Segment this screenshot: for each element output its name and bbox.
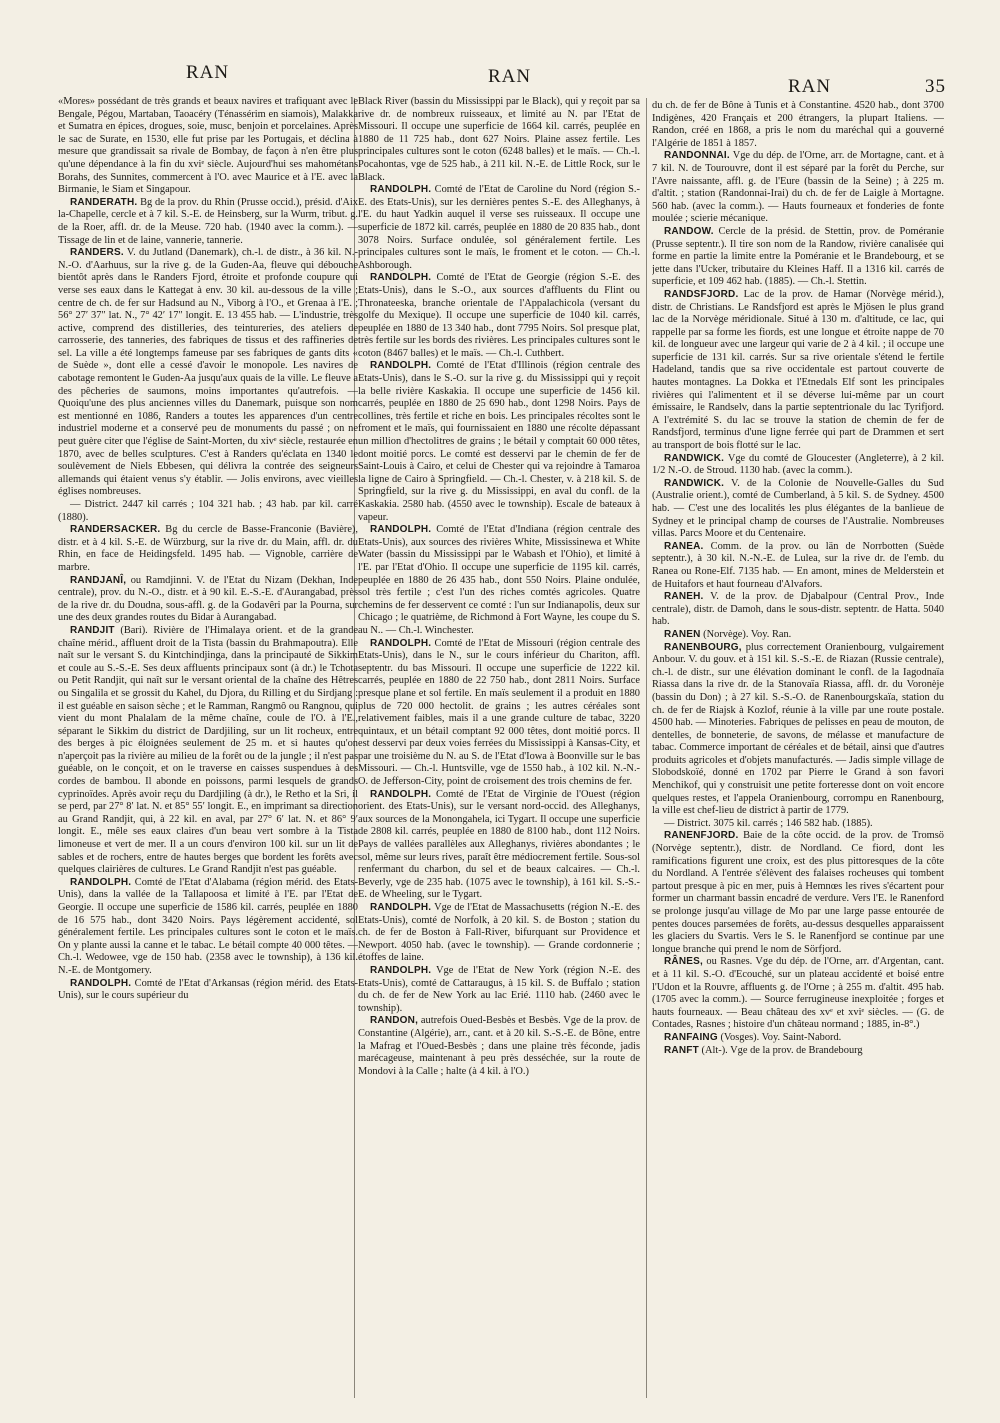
entry-text: Vge du comté de Gloucester (Angleterre), à 2 kil. 1/2 N.-O. de Stroud. 1130 hab. (avec la comm.). bbox=[652, 452, 944, 477]
entry-headword: RANDON, bbox=[370, 1015, 419, 1027]
entry-headword: RANENBOURG, bbox=[664, 641, 742, 653]
dictionary-entry bbox=[358, 272, 640, 360]
entry-text: Lac de la prov. de Hamar (Norvège mérid.), distr. de Christians. Le Randsfjord est après le Mjösen le plus grand lac de la Norvège méridionale. Situé à 130 m. d'altitude, ce lac, qui rappelle par sa forme les fiords, est une longue et étroite nappe de 70 kil. de longueur avec une largeur qui varie de 2 à 4 kil. ; il occupe une superficie de 131 kil. carrés. Sur sa rive orientale s'étend le fertile Hadeland, tandis que sa rive occidentale est partout couverte de hautes montagnes. La Dokka et l'Etnedals Elf sont les principales rivières qui l'alimentent et il se déverse lui-même par un court émissaire, le Randselv, dans la partie septentrionale du lac Tyrifjord. A l'extrémité S. du lac se trouve la station de chemin de fer de Randsfjord, terminus d'une ligne ferrée qui part de Drammen et sert au transport de bois flotté sur le lac. bbox=[652, 288, 944, 452]
entry-text: Comté de l'Etat de Georgie (région S.-E. des Etats-Unis), dans le S.-O., aux sources d'affluents du Flint ou Thronateeska, branche orientale de l'Appalachicola (versant du golfe du Mexique). Il occupe une superficie de 1040 kil. carrés, peuplée en 1880 de 13 340 hab., dont 7795 Noirs. Sol presque plat, très fertile sur les bords des rivières. Les principales cultures sont le coton (8467 balles) et le maïs. — Ch.-l. Cuthbert. bbox=[358, 272, 640, 359]
running-header bbox=[0, 62, 1000, 97]
dictionary-entry bbox=[358, 1015, 640, 1078]
dictionary-entry bbox=[358, 902, 640, 965]
dictionary-entry bbox=[652, 1045, 944, 1058]
dictionary-entry bbox=[652, 1032, 944, 1045]
entry-headword: RANDOLPH. bbox=[370, 524, 432, 536]
dictionary-entry bbox=[652, 642, 944, 818]
entry-text: Comté de l'Etat d'Illinois (région centrale des Etats-Unis), dans le S.-O. sur la rive g. du Mississippi qui y reçoit la belle rivière Kaskakia. Il occupe une superficie de 1456 kil. carrés, peuplée en 1880 de 25 690 hab., dont 1298 Noirs. Pays de collines, très fertile et riche en bois. Les principales récoltes sont le froment et le maïs, qui fournissaient en 1880 une récolte dépassant un million d'hectolitres de grains ; le bétail y comptait 60 000 têtes, dont moitié porcs. Le comté est desservi par le chemin de fer de Saint-Louis à Cairo, et celui de Chester qui va rejoindre à Tamaroa la ligne de Cairo à Springfield. — Ch.-l. Chester, v. à 218 kil. S. de Springfield, sur la rive g. du Mississippi, en aval du confl. de la Kaskakia. 2580 hab. (4550 avec le township). Escale de bateaux à vapeur. bbox=[358, 360, 640, 523]
entry-text: (Norvège). Voy. Ran. bbox=[703, 628, 792, 640]
entry-text: Comté de l'Etat de Missouri (région centrale des Etats-Unis), dans le N., sur le cours inférieur du Chariton, affl. septentr. du bas Missouri. Il occupe une superficie de 1222 kil. carrés, peuplée en 1880 de 22 750 hab., dont 2811 Noirs. Surface presque plane et sol fertile. En maïs seulement il a produit en 1880 plus de 720 000 hectolit. de grains ; les autres céréales sont relativement faibles, mais il a une grande culture de tabac, 3220 quintaux, et un bétail comptant 92 000 têtes, dont moitié porcs. Il est desservi par deux voies ferrées du Mississippi à Kansas-City, et par une troisième du N. au S. de l'Etat d'Iowa à Boonville sur le bas Missouri. — Ch.-l. Huntsville, vge de 1550 hab., à 102 kil. N.-N.-O. de Jefferson-City, point de croisement des trois chemins de fer. bbox=[358, 637, 640, 788]
entry-headword: RANDSFJORD. bbox=[664, 288, 739, 300]
entry-text: ou Ramdjinni. V. de l'Etat du Nizam (Dekhan, Inde centrale), prov. du N.-O., distr. et à 90 kil. E.-S.-E. d'Aurangabad, près de la rive dr. du Doudna, sous-affl. g. de la Godavêri par la Pourna, sur une des deux grandes routes du Bidar à Aurangabad. bbox=[58, 574, 358, 624]
entry-text: Cercle de la présid. de Stettin, prov. de Poméranie (Prusse septentr.). Il tire son nom de la Randow, rivière canalisée qui forme en partie la limite entre la Poméranie et le Brandebourg, et se jette dans l'Ucker, tributaire du Kleines Haff. Il a 1316 kil. carrés de superficie, et 109 462 hab. (1885). — Ch.-l. Stettin. bbox=[652, 225, 944, 288]
entry-text: V. de la prov. de Djabalpour (Central Prov., Inde centrale), distr. de Damoh, dans le sous-distr. septentr. de Hatta. 5040 hab. bbox=[652, 591, 944, 628]
dictionary-entry bbox=[652, 289, 944, 453]
dictionary-entry bbox=[652, 226, 944, 289]
column-right bbox=[652, 100, 944, 1405]
dictionary-entry bbox=[652, 956, 944, 1032]
entry-headword: RANDOLPH. bbox=[70, 876, 132, 888]
entry-headword: RANDOLPH. bbox=[370, 272, 432, 284]
entry-text: plus correctement Oranienbourg, vulgairement Anbour. V. du gouv. et à 151 kil. S.-S.-E. de Riazan (Russie centrale), ch.-l. de distr., sur une élévation dominant le confl. de la Iagodnaïa Riassa dans la rive dr. de la Stanovaïa Riassa, affl. dr. du Voronèje (bassin du Don) ; à 27 kil. S.-S.-O. de Ranenbourgskaïa, station du ch. de fer de Riajsk à Kozlof, réunie à la ville par une route postale. 4500 hab. — Minoteries. Fabriques de pelisses en peau de mouton, de dentelles, de bonneterie, de savons, de mélasse et manufacture de tabac. Commerce important de céréales et de bétail, ainsi que d'autres produits agricoles et d'objets manufacturés. — Jadis simple village de Slobodskoïé, donné en 1702 par Pierre le Grand à son favori Menchikof, qui y construisit une petite forteresse dont on voit encore quelques restes, et l'appela Oranienbourg, corrompu en Ranenbourg, la ville est chef-lieu de district à partir de 1779. bbox=[652, 641, 944, 817]
entry-text: Bg de la prov. du Rhin (Prusse occid.), présid. d'Aix la-Chapelle, cercle et à 7 kil. S.-E. de Heinsberg, sur la Wurm, tribut. g. de la Roer, affl. dr. de la Meuse. 720 hab. (1940 avec la comm.). — Tissage de lin et de laine, vannerie, tannerie. bbox=[58, 196, 358, 246]
entry-text: — District. 2447 kil carrés ; 104 321 hab. ; 43 hab. par kil. carré (1880). bbox=[58, 499, 358, 523]
entry-headword: RANDOW. bbox=[664, 225, 714, 237]
entry-headword: RANDWICK. bbox=[664, 452, 725, 464]
entry-headword: RANDOLPH. bbox=[370, 637, 432, 649]
header-center: RAN bbox=[488, 66, 532, 87]
column-middle bbox=[358, 96, 640, 1401]
entry-headword: RANDONNAI. bbox=[664, 150, 730, 162]
entry-headword: RANENFJORD. bbox=[664, 830, 739, 842]
entry-text: Baie de la côte occid. de la prov. de Tromsö (Norvège septentr.), distr. de Nordland. Ce fiord, dont les ramifications figurent une croix, est des plus pittoresques de la côte du Nordland. A l'entrée s'élèvent des falaises rocheuses qui tombent partout presque à pic en mer, puis à Hemnœs les rives s'écartent pour former un charmant bassin encadré de verdure. Vers l'E. le Ranenford se prolonge jusqu'au village de Mo par une large passe entourée de pentes douces parsemées de forêts, au-dessus desquelles apparaissent les glaciers du Svartis. Vers le S. le Ranenfjord se continue par une longue branche qui prend le nom de Sörfjord. bbox=[652, 830, 944, 955]
entry-text: Comté de l'Etat d'Alabama (région mérid. des Etats-Unis), dans la vallée de la Tallapoosa et limité à l'E. par l'Etat de Georgie. Il occupe une superficie de 1586 kil. carrés, peuplée en 1880 de 16 575 hab., dont 3420 Noirs. Pays légèrement accidenté, sol généralement fertile. Les principales cultures sont le coton et le maïs. On y plante aussi la canne et le tabac. Le bétail compte 40 000 têtes. — Ch.-l. Wedowee, vge de 150 hab. (2358 avec le township), à 136 kil. N.-E. de Montgomery. bbox=[58, 876, 358, 976]
entry-text: Vge de l'Etat de New York (région N.-E. des Etats-Unis), comté de Cattaraugus, à 15 kil. S. de Buffalo ; station du ch. de fer de New York au lac Erié. 1110 hab. (2460 avec le township). bbox=[358, 964, 640, 1014]
dictionary-entry bbox=[358, 360, 640, 524]
header-right: RAN bbox=[788, 76, 832, 97]
dictionary-entry bbox=[58, 499, 358, 524]
dictionary-entry bbox=[652, 629, 944, 642]
entry-headword: RANDERSACKER. bbox=[70, 524, 161, 536]
entry-text: Comté de l'Etat d'Indiana (région centrale des Etats-Unis), aux sources des rivières White, Mississinewa et White Water (bassin du Mississippi par le Wabash et l'Ohio), et limité à l'E. par l'Etat d'Ohio. Il occupe une superficie de 1195 kil. carrés, peuplée en 1880 de 26 435 hab., dont 550 Noirs. Plaine ondulée, sol très fertile ; c'est l'un des riches comtés agricoles. Quatre chemins de fer desservent ce comté : l'un sur Indianapolis, deux sur Chicago ; le quatrième, de Richmond à Fort Wayne, les coupe du S. au N.. — Ch.-l. Winchester. bbox=[358, 524, 640, 636]
dictionary-entry bbox=[358, 789, 640, 902]
dictionary-entry bbox=[358, 638, 640, 789]
entry-text: du ch. de fer de Bône à Tunis et à Constantine. 4520 hab., dont 3700 Indigènes, 420 Français et 200 étrangers, la plupart Italiens. — Randon, créé en 1868, a pris le nom du maréchal qui a gouverné l'Algérie de 1851 à 1857. bbox=[652, 100, 944, 149]
entry-headword: RANEN bbox=[664, 628, 701, 640]
dictionary-entry bbox=[652, 591, 944, 629]
entry-text: ou Rasnes. Vge du dép. de l'Orne, arr. d'Argentan, cant. et à 11 kil. S.-O. d'Ecouché, sur un plateau accidenté et boisé entre l'Udon et la Rouvre, affluents g. de l'Orne ; à 255 m. d'altit. 495 hab. (1705 avec la comm.). — Source ferrugineuse inexploitée ; forges et hauts fourneaux. — Beau château des xvᵉ et xviᵉ siècles. — (G. de Contades, Rasnes ; histoire d'un château normand ; 1885, in-8°.) bbox=[652, 956, 944, 1031]
dictionary-entry bbox=[652, 818, 944, 831]
entry-headword: RANFT bbox=[664, 1044, 699, 1056]
dictionary-entry bbox=[652, 100, 944, 150]
entry-text: (Alt-). Vge de la prov. de Brandebourg bbox=[701, 1044, 863, 1056]
entry-text: Vge de l'Etat de Massachusetts (région N.-E. des Etats-Unis), comté de Norfolk, à 20 kil. S. de Boston ; station du ch. de fer de Boston à Fall-River, bifurquant sur Providence et Newport. 4050 hab. (avec le township). — Grande cordonnerie ; étoffes de laine. bbox=[358, 902, 640, 964]
entry-text: «Mores» possédant de très grands et beaux navires et trafiquant avec le Bengale, Pégou, Martaban, Taoacéry (Ténassérim en siamois), Malakka et Sumatra en épices, drogues, soie, musc, benjoin et porcelaines. Après le sac de Surate, en 1530, elle fut prise par les Portugais, et déclina à mesure que grandissait sa rivale de Bombay, de façon à n'en être plus qu'une dépendance à la fin du xviᵉ siècle. Aujourd'hui ses mahométans Borahs, des Sunnites, commercent à l'O. avec Maurice et à l'E. avec la Birmanie, le Siam et Singapour. bbox=[58, 96, 358, 196]
header-left: RAN bbox=[186, 62, 230, 83]
entry-headword: RANDOLPH. bbox=[370, 184, 432, 196]
entry-text: Black River (bassin du Mississippi par le Black), qui y reçoit par sa rive dr. de nombreux ruisseaux, et limité au N. par l'Etat de Missouri. Il occupe une superficie de 1664 kil. carrés, peuplée en 1880 de 11 725 hab., dont 627 Noirs. Plaine assez fertile. Les principales cultures sont le coton (6248 balles) et le maïs. — Ch.-l. Pocahontas, vge de 525 hab., à 211 kil. N.-E. de Little Rock, sur le Black. bbox=[358, 96, 640, 183]
entry-text: V. de la Colonie de Nouvelle-Galles du Sud (Australie orient.), comté de Cumberland, à 5 kil. S. de Sydney. 4500 hab. — C'est une des localités les plus élégantes de la banlieue de Sydney et le principal champ de courses de l'Australie. Nombreuses villas. Parcs Moore et du Centenaire. bbox=[652, 477, 944, 540]
dictionary-entry bbox=[58, 524, 358, 574]
dictionary-entry bbox=[58, 575, 358, 625]
entry-text: Comté de l'Etat d'Arkansas (région mérid. des Etats-Unis), sur le cours supérieur du bbox=[58, 977, 358, 1002]
entry-headword: RANDERS. bbox=[70, 247, 124, 259]
entry-headword: RANEA. bbox=[664, 540, 704, 552]
entry-headword: RANDOLPH. bbox=[370, 902, 432, 913]
entry-text: Vge du dép. de l'Orne, arr. de Mortagne, cant. et à 7 kil. N. de Tourouvre, dont il est séparé par la forêt du Perche, sur l'Avre naissante, affl. g. de l'Eure (bassin de la Seine) ; à 225 m. d'altit. ; station (Randonnai-Irai) du ch. de fer de Laigle à Mortagne. 560 hab. (avec la comm.). — Hauts fourneaux et fonderies de fonte moulée ; scierie mécanique. bbox=[652, 150, 944, 225]
entry-headword: RANDOLPH. bbox=[370, 964, 432, 976]
entry-text: Comté de l'Etat de Caroline du Nord (région S.-E. des Etats-Unis), sur les dernières pentes S.-E. des Alleghanys, à l'E. du haut Yadkin auquel il verse ses ruisseaux. Il occupe une superficie de 1872 kil. carrés, peuplée en 1880 de 20 835 hab., dont 3078 Noirs. Surface ondulée, sol généralement fertile. Les principales cultures sont le maïs, le froment et le coton. — Ch.-l. Ashborough. bbox=[358, 184, 640, 271]
entry-headword: RANEH. bbox=[664, 591, 704, 603]
entry-text: Comm. de la prov. ou län de Norrbotten (Suède septentr.), à 30 kil. N.-N.-E. de Lulea, sur la rive dr. de l'emb. du Ranea ou Rone-Elf. 7135 hab. — En amont, mines de Melderstein et de Huitafors et haut fourneau d'Alvafors. bbox=[652, 540, 944, 590]
entry-headword: RANDWICK. bbox=[664, 477, 725, 489]
entry-text: V. du Jutland (Danemark), ch.-l. de distr., à 36 kil. N.-N.-O. d'Aarhuus, sur la rive g. de la Guden-Aa, fleuve qui débouche bientôt après dans le Randers Fjord, étroite et profonde coupure qui verse ses eaux dans le Kattegat à env. 30 kil. au-dessous de la ville ; centre de ch. de fer sur Hadsund au N., Viborg à l'O., et Grenaa à l'E. ; 56° 27′ 37″ lat. N., 7° 42′ 17″ longit. E. 13 455 hab. — L'industrie, très active, comprend des distilleries, des teintureries, des ateliers de carrosserie, des tanneries, des fabriques de tissus et des raffineries de sel. La ville a été longtemps fameuse par ses fabriques de gants dits « de Suède », dont elle a cessé d'avoir le monopole. Les navires de cabotage remontent le Guden-Aa jusqu'aux quais de la ville. Le fleuve a des pêcheries de saumons, moins importantes qu'autrefois. — Quoiqu'une des plus anciennes villes du Danemark, puisque son nom est mentionné en 1086, Randers a toutes les apparences d'un centre industriel moderne et a conservé peu de monuments du passé ; on ne peut guère citer que l'église de Saint-Morten, du xivᵉ siècle, restaurée en 1870, avec de belles sculptures. C'est à Randers qu'éclata en 1340 le soulèvement de Niels Ebbesen, qui délivra la contrée des seigneurs allemands qui étaient venus s'y établir. — Jolis environs, avec vieilles églises nombreuses. bbox=[58, 247, 358, 498]
dictionary-entry bbox=[58, 247, 358, 499]
dictionary-entry bbox=[652, 541, 944, 591]
dictionary-entry bbox=[358, 184, 640, 272]
dictionary-entry bbox=[58, 197, 358, 247]
entry-text: — District. 3075 kil. carrés ; 146 582 hab. (1885). bbox=[664, 817, 873, 829]
dictionary-entry bbox=[652, 478, 944, 541]
entry-headword: RANDOLPH. bbox=[370, 360, 432, 372]
dictionary-entry bbox=[358, 96, 640, 184]
dictionary-entry bbox=[358, 524, 640, 637]
entry-headword: RANDOLPH. bbox=[70, 977, 132, 989]
entry-headword: RANFAING bbox=[664, 1031, 718, 1043]
entry-text: (Bari). Rivière de l'Himalaya orient. et de la grande chaîne mérid., affluent droit de la Tista (bassin du Brahmapoutra). Elle naît sur le versant S. du Kintchindjinga, dans la principauté de Sikkim et coule au S.-S.-E. Ses deux affluents principaux sont (à dr.) le Tchota ou Petit Randjit, qui naît sur le versant oriental de la chaîne des Hêtres ou Singalila et se grossit du Kahel, du Djora, du Rilling et du Sirdjang : il est guéable en saison sèche ; et le Ramman, Rangmô ou Rangnou, qui vient du mont Phalalam de la même chaîne, coule de l'O. à l'E., séparant le Sikkim du district de Dardjiling, sur un lit rocheux, entre des berges à pic éloignées seulement de 25 m. et si hautes qu'on n'aperçoit pas la rivière au milieu de la forêt ou de la jungle ; il n'est pas guéable, on le conçoit, et on le traverse en caisses suspendues à des cordes de bambou. Il abonde en poissons, parmi lesquels de grands cyprinoïdes. Après avoir reçu du Dardjiling (à dr.), le Retho et la Sri, il se perd, par 27° 8′ lat. N. et 85° 55′ longit. E., en imprimant sa direction au Grand Randjit, qui, à 22 kil. en aval, par 27° 6′ lat. N. et 86° 9′ longit. E., mêle ses eaux claires d'un beau vert sombre à la Tista limoneuse et vert de mer. Il a un cours d'environ 100 kil. sur un lit de sables et de rochers, entre de hautes berges que bordent les forêts avec quelques clairières de cultures. Le Grand Randjit n'est pas guéable. bbox=[58, 624, 358, 876]
dictionary-entry bbox=[652, 453, 944, 478]
entry-text: (Vosges). Voy. Saint-Nabord. bbox=[720, 1031, 842, 1043]
entry-headword: RANDOLPH. bbox=[370, 788, 432, 800]
dictionary-entry bbox=[58, 877, 358, 978]
column-left bbox=[58, 96, 358, 1401]
page-number: 35 bbox=[925, 76, 946, 97]
entry-headword: RÂNES, bbox=[664, 956, 703, 968]
entry-text: Bg du cercle de Basse-Franconie (Bavière), distr. et à 4 kil. S.-E. de Würzburg, sur la rive dr. du Main, affl. dr. du Rhin, en face de Heidingsfeld. 1495 hab. — Vignoble, carrière de marbre. bbox=[58, 524, 358, 573]
dictionary-entry bbox=[58, 625, 358, 877]
dictionary-entry bbox=[58, 978, 358, 1003]
dictionary-entry bbox=[358, 965, 640, 1015]
entry-text: autrefois Oued-Besbès et Besbès. Vge de la prov. de Constantine (Algérie), arr., cant. et à 20 kil. S.-S.-E. de Bône, entre la Mafrag et l'Oued-Besbès ; dans une plaine très féconde, jadis marécageuse, maintenant à peu près desséchée, sur la route de Mondovi à la Calle ; halte (à 4 kil. à l'O.) bbox=[358, 1015, 640, 1077]
column-divider bbox=[646, 98, 647, 1398]
dictionary-entry bbox=[652, 150, 944, 226]
dictionary-entry bbox=[652, 830, 944, 956]
dictionary-entry bbox=[58, 96, 358, 197]
entry-headword: RANDJIT bbox=[70, 624, 115, 636]
entry-text: Comté de l'Etat de Virginie de l'Ouest (région orient. des Etats-Unis), sur le versant nord-occid. des Alleghanys, aux sources de la Monongahela, ici Tygart. Il occupe une superficie de 2808 kil. carrés, peuplée en 1880 de 8100 hab., dont 112 Noirs. Pays de vallées parallèles aux Alleghanys, rivières abondantes ; le sol, même sur leurs rives, paraît être médiocrement fertile. Sous-sol renfermant du charbon, du sel et de beaux calcaires. — Ch.-l. Beverly, vge de 235 hab. (1075 avec le township), à 161 kil. S.-S.-E. de Wheeling, sur le Tygart. bbox=[358, 788, 640, 901]
entry-headword: RANDJANÎ, bbox=[70, 574, 127, 586]
entry-headword: RANDERATH. bbox=[70, 196, 138, 208]
